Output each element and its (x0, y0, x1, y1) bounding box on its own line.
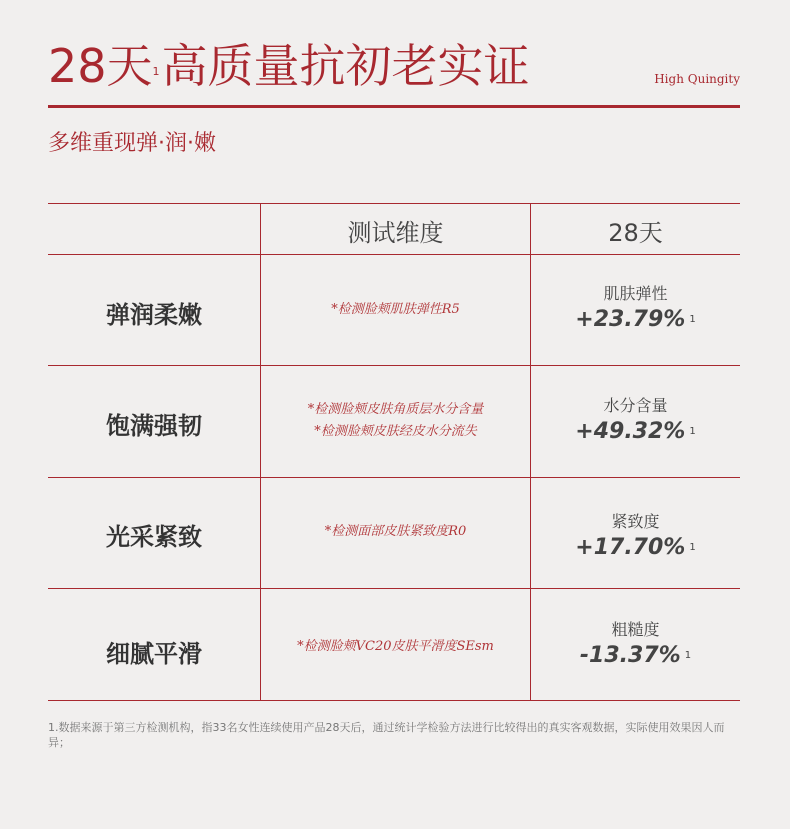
test-line: *检测面部皮肤紧致度R0 (324, 524, 467, 539)
row-test (261, 399, 530, 443)
metric-footnote-mark: 1 (684, 650, 692, 661)
table-rule (48, 588, 740, 589)
row-label: 弹润柔嫩 (106, 301, 202, 329)
title-divider (48, 105, 740, 108)
table-column-rule (260, 203, 261, 701)
header-cell-28days: 28天 (608, 219, 663, 247)
metric-value (531, 417, 740, 447)
table-rule (48, 203, 740, 204)
row-result (531, 395, 740, 447)
table-rule (48, 700, 740, 701)
table-rule (48, 365, 740, 366)
metric-value (531, 305, 740, 335)
metric-value-text: +23.79% (575, 307, 686, 332)
row-test (261, 299, 530, 321)
test-line: *检测脸颊肌肤弹性R5 (331, 302, 460, 317)
metric-value-text: +17.70% (575, 535, 686, 560)
header-cell-dimension: 测试维度 (347, 219, 444, 247)
row-result (531, 619, 740, 671)
row-label: 细腻平滑 (106, 640, 202, 668)
row-test (261, 636, 530, 658)
metric-value (531, 533, 740, 563)
row-result (531, 283, 740, 335)
page-subtitle: 多维重现弹·润·嫩 (48, 131, 216, 156)
title-footnote-mark: 1 (152, 65, 160, 78)
row-label: 饱满强韧 (106, 412, 202, 440)
metric-name: 肌肤弹性 (603, 284, 668, 303)
metric-value-text: -13.37% (579, 643, 681, 668)
table-rule (48, 477, 740, 478)
row-result (531, 511, 740, 563)
metric-value (531, 641, 740, 671)
metric-footnote-mark: 1 (689, 314, 696, 325)
metric-name: 水分含量 (603, 396, 668, 415)
title-row (48, 36, 740, 96)
metric-name: 粗糙度 (611, 620, 660, 639)
row-test (261, 521, 530, 543)
table-rule (48, 254, 740, 255)
page-title (48, 36, 530, 96)
metric-footnote-mark: 1 (689, 542, 696, 553)
title-text: 高质量抗初老实证 (161, 39, 530, 93)
title-days: 28天 (48, 39, 153, 93)
metric-value-text: +49.32% (575, 419, 686, 444)
test-line: *检测脸颊VC20皮肤平滑度SEsm (297, 639, 494, 654)
metric-name: 紧致度 (611, 512, 660, 531)
title-english: High Quingity (654, 72, 740, 86)
test-line: *检测脸颊皮肤角质层水分含量 (307, 402, 484, 417)
metric-footnote-mark: 1 (689, 426, 696, 437)
footnote: 1.数据来源于第三方检测机构，指33名女性连续使用产品28天后，通过统计学检验方法进行比较得出的真实客观数据，实际使用效果因人而异； (48, 721, 725, 749)
test-line: *检测脸颊皮肤经皮水分流失 (314, 424, 477, 439)
row-label: 光采紧致 (106, 523, 202, 551)
